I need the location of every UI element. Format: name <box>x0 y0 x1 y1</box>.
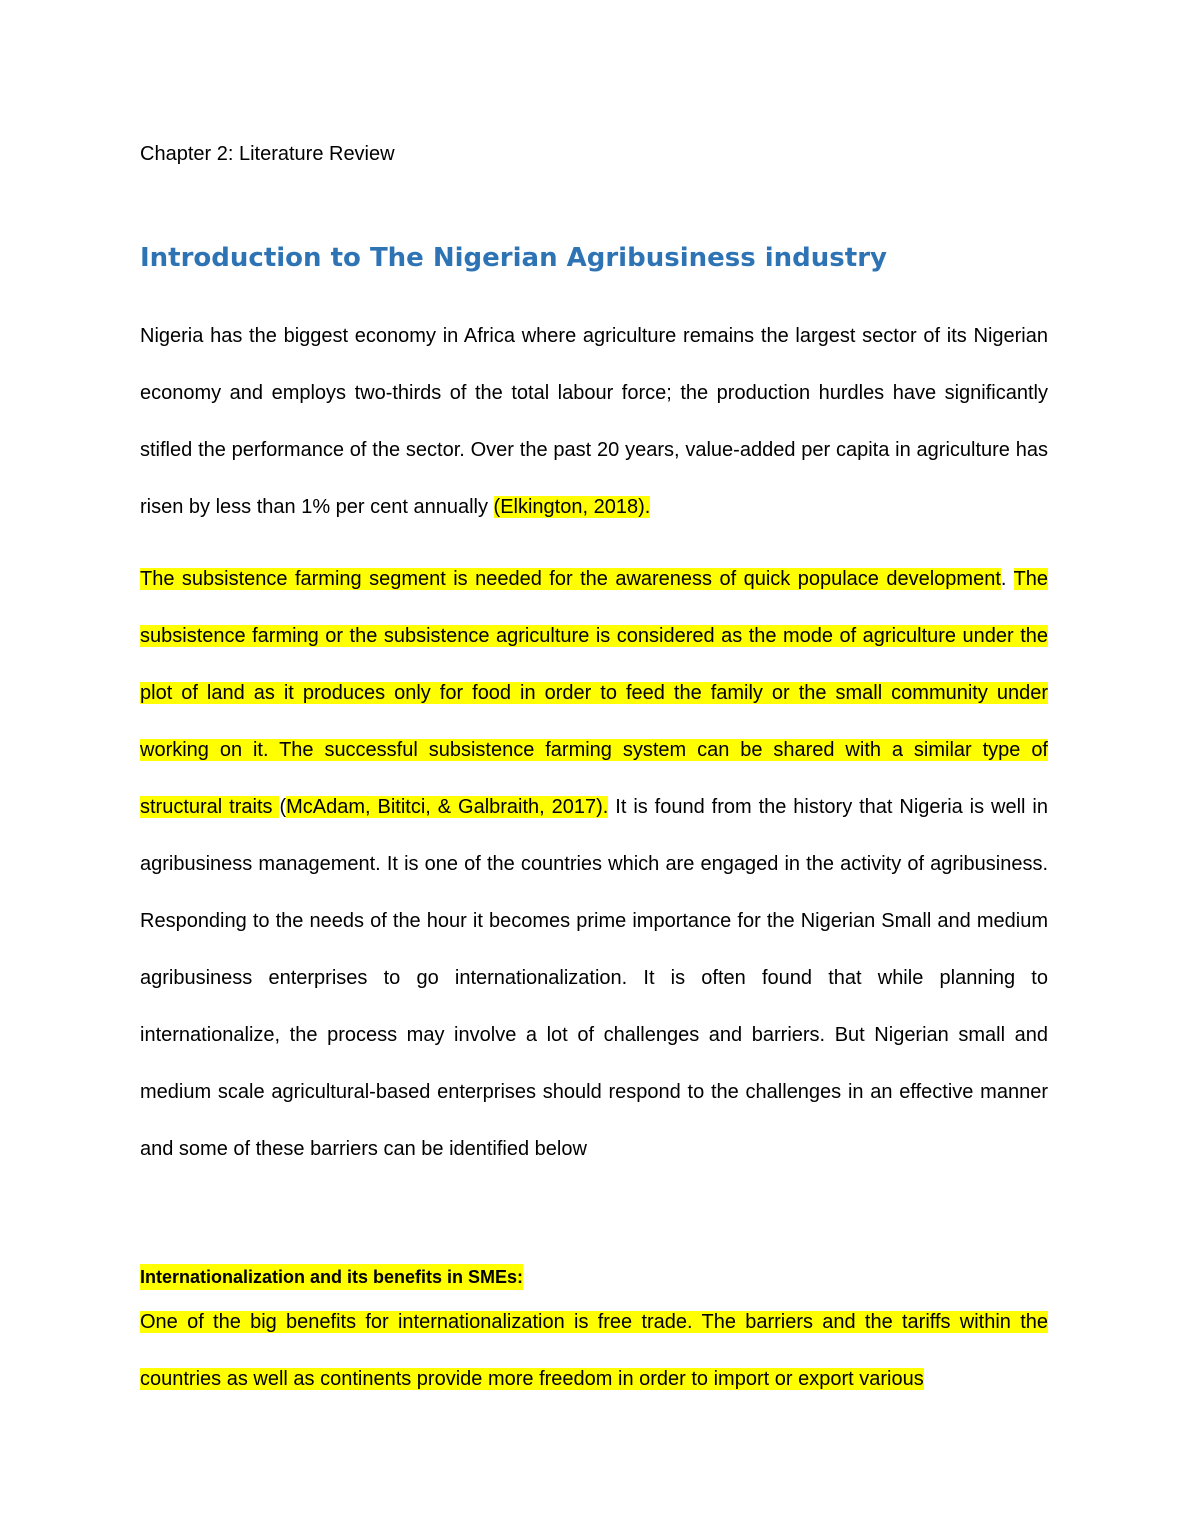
highlighted-text: The subsistence farming or the subsistence agriculture is considered as the mode of agriculture under the plot of land as it produces only for food in order to feed the family or the small community under working on it. The successful subsistence farming system can be shared with a similar type of structural traits <box>140 568 1048 818</box>
paragraph-benefits <box>140 1294 1048 1408</box>
open-paren: ( <box>279 796 287 818</box>
paragraph-intro-text: Nigeria has the biggest economy in Africa where agriculture remains the largest sector of its Nigerian economy and employs two-thirds of the total labour force; the production hurdles have significantly stifled the performance of the sector. Over the past 20 years, value-added per capita in agriculture has risen by less than 1% per cent annually <box>140 325 1048 518</box>
paragraph-intro <box>140 308 1048 536</box>
chapter-label: Chapter 2: Literature Review <box>140 143 395 165</box>
citation-mcadam: McAdam, Bititci, & Galbraith, 2017). <box>286 796 609 818</box>
citation-elkington: (Elkington, 2018). <box>493 496 651 518</box>
highlighted-text: One of the big benefits for internationalization is free trade. The barriers and the tariffs within the countries as well as continents provide more freedom in order to import or export various <box>140 1311 1048 1390</box>
highlighted-sentence: The subsistence farming segment is needed for the awareness of quick populace development <box>140 568 1001 590</box>
sentence-end: . <box>1000 568 1014 590</box>
paragraph-subsistence-rest: It is found from the history that Nigeria is well in agribusiness management. It is one of the countries which are engaged in the activity of agribusiness. Responding to the needs of the hour it becomes prime importance for the Nigerian Small and medium agribusiness enterprises to go internationalization. It is often found that while planning to internationalize, the process may involve a lot of challenges and barriers. But Nigerian small and medium scale agricultural-based enterprises should respond to the challenges in an effective manner and some of these barriers can be identified below <box>140 796 1048 1160</box>
subheading-internationalization: Internationalization and its benefits in SMEs: <box>140 1264 523 1290</box>
paragraph-subsistence <box>140 551 1048 1178</box>
section-heading: Introduction to The Nigerian Agribusiness industry <box>140 243 887 273</box>
